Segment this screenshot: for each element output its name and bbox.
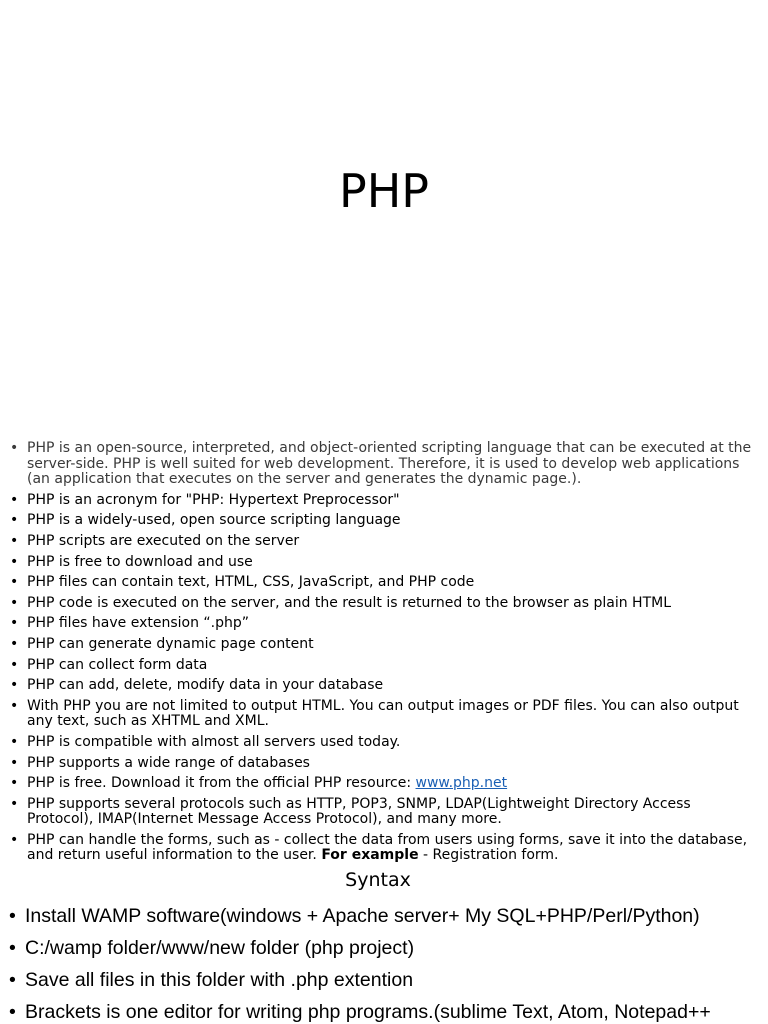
bullet-icon: • <box>10 491 19 508</box>
syntax-item <box>0 996 768 1024</box>
example-label: For example <box>321 847 419 864</box>
list-item-text: PHP is a widely-used, open source scripting language <box>27 512 401 529</box>
list-item-text: PHP can collect form data <box>27 656 208 673</box>
list-item-text: PHP can add, delete, modify data in your database <box>27 677 384 694</box>
bullet-icon: • <box>10 733 19 750</box>
bullet-icon: • <box>10 594 19 611</box>
bullet-icon: • <box>10 656 19 673</box>
syntax-item-text: C:/wamp folder/www/new folder (php project) <box>25 937 415 959</box>
bullet-icon: • <box>9 969 16 991</box>
list-item-text: PHP is free. Download it from the official PHP resource: <box>27 775 416 792</box>
list-item <box>0 555 752 571</box>
list-item <box>0 678 752 694</box>
bullet-icon: • <box>10 831 19 848</box>
bullet-icon: • <box>10 795 19 812</box>
php-net-link[interactable]: www.php.net <box>415 775 508 792</box>
list-item-text: PHP files can contain text, HTML, CSS, JavaScript, and PHP code <box>27 574 475 591</box>
syntax-heading: Syntax <box>345 869 411 891</box>
syntax-item-text: Brackets is one editor for writing php programs.(sublime Text, Atom, Notepad++ <box>25 1001 711 1023</box>
list-item <box>0 658 752 674</box>
bullet-icon: • <box>10 677 19 694</box>
list-item-text: PHP is free to download and use <box>27 553 253 570</box>
bullet-icon: • <box>10 775 19 792</box>
bullet-icon: • <box>10 574 19 591</box>
syntax-item-text: Install WAMP software(windows + Apache server+ My SQL+PHP/Perl/Python) <box>25 905 700 927</box>
php-facts-list <box>0 441 752 869</box>
syntax-item-text: Save all files in this folder with .php extention <box>25 969 414 991</box>
list-item-text: PHP is an open-source, interpreted, and object-oriented scripting language that can be executed at the server-side. PHP is well suited for web development. Therefore, it is used to develop web applications (an application that executes on the server and generates the dynamic page.). <box>27 440 752 488</box>
list-item-text: PHP files have extension “.php” <box>27 615 250 632</box>
syntax-item <box>0 964 768 996</box>
syntax-item <box>0 932 768 964</box>
bullet-icon: • <box>10 697 19 714</box>
bullet-icon: • <box>10 615 19 632</box>
syntax-item <box>0 900 768 932</box>
list-item <box>0 596 752 612</box>
list-item <box>0 637 752 653</box>
list-item <box>0 797 752 828</box>
list-item-text: PHP can generate dynamic page content <box>27 635 314 652</box>
bullet-icon: • <box>9 1001 16 1023</box>
bullet-icon: • <box>10 635 19 652</box>
list-item <box>0 735 752 751</box>
list-item <box>0 441 752 488</box>
list-item-text: PHP supports a wide range of databases <box>27 754 310 771</box>
list-item <box>0 575 752 591</box>
list-item <box>0 513 752 529</box>
bullet-icon: • <box>9 905 16 927</box>
bullet-icon: • <box>10 553 19 570</box>
list-item-tail: - Registration form. <box>418 847 559 864</box>
bullet-icon: • <box>10 512 19 529</box>
list-item-text: PHP scripts are executed on the server <box>27 532 300 549</box>
list-item <box>0 493 752 509</box>
bullet-icon: • <box>10 440 19 456</box>
list-item-text: PHP can handle the forms, such as - collect the data from users using forms, save it into the database, and return useful information to the user. <box>27 831 748 864</box>
list-item <box>0 756 752 772</box>
list-item-text: PHP is an acronym for "PHP: Hypertext Preprocessor" <box>27 491 400 508</box>
list-item <box>0 699 752 730</box>
list-item-text: PHP is compatible with almost all servers used today. <box>27 733 401 750</box>
bullet-icon: • <box>9 937 16 959</box>
list-item-text: With PHP you are not limited to output HTML. You can output images or PDF files. You can also output any text, such as XHTML and XML. <box>27 697 739 730</box>
list-item <box>0 776 752 792</box>
bullet-icon: • <box>10 754 19 771</box>
list-item <box>0 616 752 632</box>
list-item <box>0 534 752 550</box>
bullet-icon: • <box>10 532 19 549</box>
list-item-text: PHP code is executed on the server, and the result is returned to the browser as plain HTML <box>27 594 671 611</box>
page-title: PHP <box>338 164 430 218</box>
list-item <box>0 833 752 864</box>
list-item-text: PHP supports several protocols such as HTTP, POP3, SNMP, LDAP(Lightweight Directory Access Protocol), IMAP(Internet Message Access Protocol), and many more. <box>27 795 691 828</box>
syntax-steps-list <box>0 900 768 1024</box>
